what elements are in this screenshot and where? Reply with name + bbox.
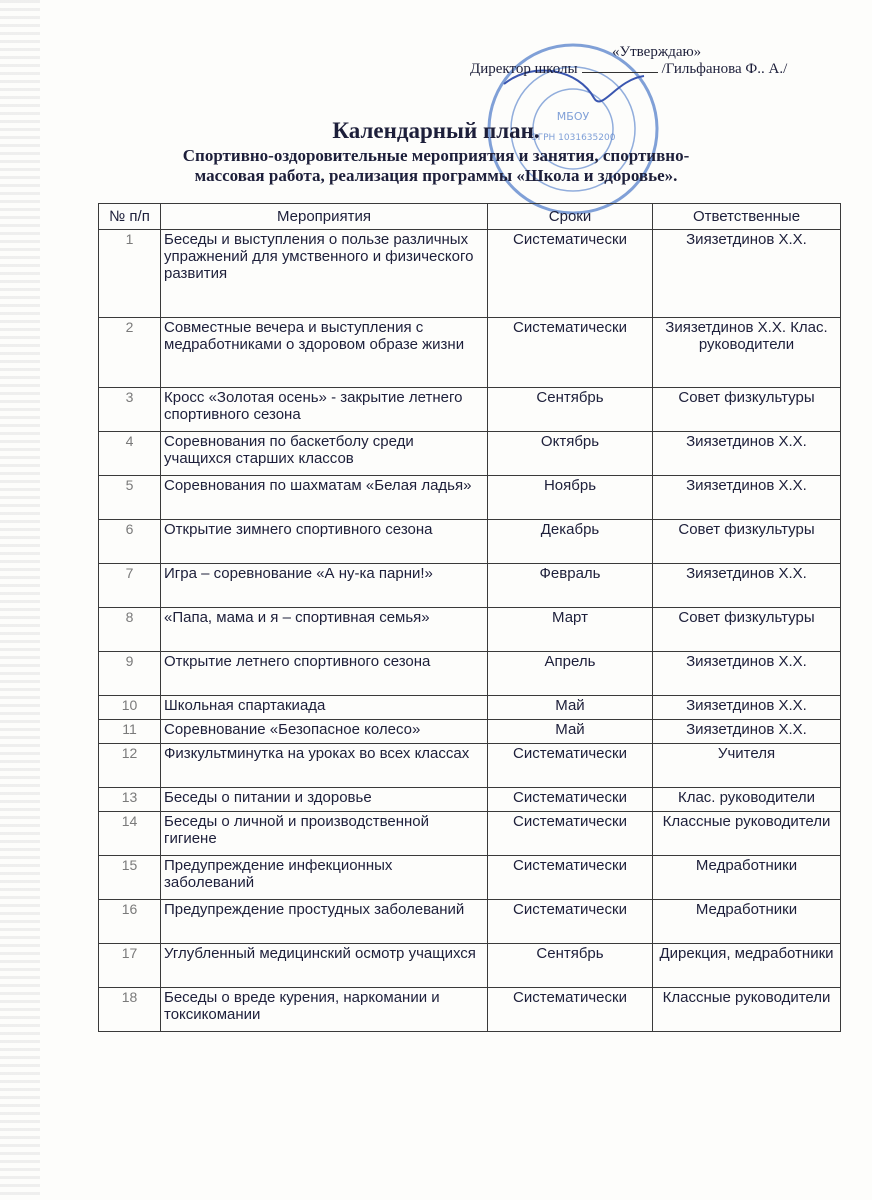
row-responsible: Зиязетдинов Х.Х. — [653, 432, 841, 476]
row-number: 10 — [99, 696, 161, 720]
row-responsible: Зиязетдинов Х.Х. — [653, 476, 841, 520]
row-term: Ноябрь — [488, 476, 653, 520]
row-event: Соревнование «Безопасное колесо» — [161, 720, 488, 744]
row-responsible: Классные руководители — [653, 988, 841, 1032]
director-line — [470, 61, 850, 78]
row-number: 16 — [99, 900, 161, 944]
table-row — [99, 388, 841, 432]
row-event: Соревнования по баскетболу среди учащихся старших классов — [161, 432, 488, 476]
row-responsible: Классные руководители — [653, 812, 841, 856]
table-row — [99, 744, 841, 788]
row-number: 13 — [99, 788, 161, 812]
subtitle-line-1: Спортивно-оздоровительные мероприятия и занятия, спортивно- — [182, 146, 690, 165]
table-row — [99, 720, 841, 744]
row-number: 11 — [99, 720, 161, 744]
row-event: Беседы о личной и производственной гигиене — [161, 812, 488, 856]
row-event: Совместные вечера и выступления с медработниками о здоровом образе жизни — [161, 318, 488, 388]
row-term: Февраль — [488, 564, 653, 608]
row-responsible: Совет физкультуры — [653, 520, 841, 564]
table-header-row — [99, 204, 841, 230]
row-event: Открытие летнего спортивного сезона — [161, 652, 488, 696]
row-term: Систематически — [488, 988, 653, 1032]
row-term: Апрель — [488, 652, 653, 696]
row-event: Беседы о питании и здоровье — [161, 788, 488, 812]
approve-label: «Утверждаю» — [612, 44, 702, 60]
row-term: Май — [488, 696, 653, 720]
table-row — [99, 900, 841, 944]
header-event: Мероприятия — [161, 204, 488, 230]
row-responsible: Зиязетдинов Х.Х. — [653, 230, 841, 318]
table-row — [99, 788, 841, 812]
table-row — [99, 988, 841, 1032]
header-term: Сроки — [488, 204, 653, 230]
row-term: Систематически — [488, 744, 653, 788]
row-number: 12 — [99, 744, 161, 788]
row-number: 4 — [99, 432, 161, 476]
svg-text:ОГРН 1031635200: ОГРН 1031635200 — [530, 133, 616, 143]
page-subtitle — [0, 146, 872, 186]
director-label: Директор школы — [470, 61, 578, 77]
row-event: Кросс «Золотая осень» - закрытие летнего спортивного сезона — [161, 388, 488, 432]
row-responsible: Совет физкультуры — [653, 388, 841, 432]
row-responsible: Совет физкультуры — [653, 608, 841, 652]
subtitle-line-2: массовая работа, реализация программы «Школа и здоровье». — [194, 166, 678, 185]
row-term: Систематически — [488, 900, 653, 944]
row-event: Предупреждение простудных заболеваний — [161, 900, 488, 944]
row-number: 14 — [99, 812, 161, 856]
row-number: 9 — [99, 652, 161, 696]
header-number: № п/п — [99, 204, 161, 230]
table-row — [99, 520, 841, 564]
row-responsible: Медработники — [653, 856, 841, 900]
row-term: Октябрь — [488, 432, 653, 476]
row-term: Систематически — [488, 318, 653, 388]
row-number: 7 — [99, 564, 161, 608]
table-row — [99, 318, 841, 388]
director-name: /Гильфанова Ф.. А./ — [661, 61, 788, 77]
page-title: Календарный план. — [332, 118, 540, 143]
row-responsible: Зиязетдинов Х.Х. — [653, 652, 841, 696]
row-number: 5 — [99, 476, 161, 520]
row-event: Беседы о вреде курения, наркомании и токсикомании — [161, 988, 488, 1032]
row-responsible: Клас. руководители — [653, 788, 841, 812]
svg-text:МБОУ: МБОУ — [556, 110, 590, 123]
row-number: 2 — [99, 318, 161, 388]
row-responsible: Медработники — [653, 900, 841, 944]
table-row — [99, 652, 841, 696]
row-responsible: Зиязетдинов Х.Х. — [653, 720, 841, 744]
table-row — [99, 608, 841, 652]
row-event: Предупреждение инфекционных заболеваний — [161, 856, 488, 900]
row-term: Сентябрь — [488, 944, 653, 988]
row-term: Сентябрь — [488, 388, 653, 432]
table-row — [99, 812, 841, 856]
row-responsible: Дирекция, медработники — [653, 944, 841, 988]
row-number: 18 — [99, 988, 161, 1032]
row-responsible: Зиязетдинов Х.Х. Клас. руководители — [653, 318, 841, 388]
row-number: 6 — [99, 520, 161, 564]
row-number: 1 — [99, 230, 161, 318]
table-row — [99, 856, 841, 900]
row-term: Систематически — [488, 812, 653, 856]
signature-line — [582, 72, 658, 73]
table-row — [99, 564, 841, 608]
row-term: Декабрь — [488, 520, 653, 564]
table-row — [99, 696, 841, 720]
header-responsible: Ответственные — [653, 204, 841, 230]
row-event: Школьная спартакиада — [161, 696, 488, 720]
row-event: Соревнования по шахматам «Белая ладья» — [161, 476, 488, 520]
row-event: «Папа, мама и я – спортивная семья» — [161, 608, 488, 652]
row-event: Углубленный медицинский осмотр учащихся — [161, 944, 488, 988]
row-term: Систематически — [488, 856, 653, 900]
row-responsible: Зиязетдинов Х.Х. — [653, 696, 841, 720]
row-event: Открытие зимнего спортивного сезона — [161, 520, 488, 564]
row-number: 3 — [99, 388, 161, 432]
row-term: Март — [488, 608, 653, 652]
row-responsible: Учителя — [653, 744, 841, 788]
table-row — [99, 230, 841, 318]
row-event: Игра – соревнование «А ну-ка парни!» — [161, 564, 488, 608]
row-number: 8 — [99, 608, 161, 652]
row-event: Физкультминутка на уроках во всех классах — [161, 744, 488, 788]
row-event: Беседы и выступления о пользе различных упражнений для умственного и физического развития — [161, 230, 488, 318]
row-term: Систематически — [488, 788, 653, 812]
row-responsible: Зиязетдинов Х.Х. — [653, 564, 841, 608]
row-number: 17 — [99, 944, 161, 988]
row-number: 15 — [99, 856, 161, 900]
approval-block — [470, 44, 850, 78]
table-row — [99, 944, 841, 988]
plan-table — [98, 203, 841, 1032]
table-row — [99, 432, 841, 476]
table-row — [99, 476, 841, 520]
row-term: Систематически — [488, 230, 653, 318]
row-term: Май — [488, 720, 653, 744]
